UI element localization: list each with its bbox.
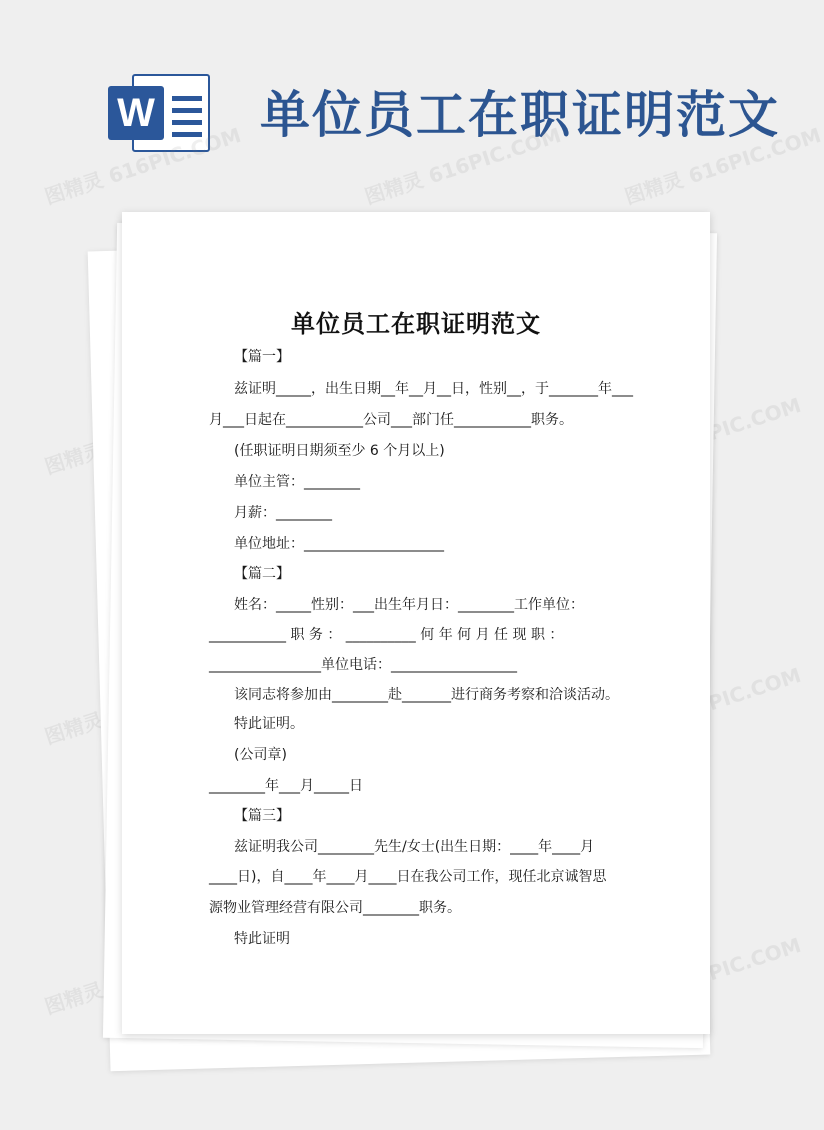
paragraph-line: 特此证明。: [234, 716, 304, 732]
watermark: 616PIC.COM: [665, 392, 804, 459]
company-seal-label: (公司章): [234, 747, 287, 763]
word-letter-tile: W: [108, 86, 164, 140]
word-line-shape: [172, 96, 202, 101]
paragraph-line: ___________ 职 务 ： __________ 何 年 何 月 任 现 职 ：: [209, 627, 564, 643]
word-line-shape: [172, 108, 202, 113]
document-title: 单位员工在职证明范文: [291, 310, 541, 338]
paragraph-line: 源物业管理经营有限公司________职务。: [209, 900, 461, 916]
header-banner: [0, 0, 800, 200]
word-line-shape: [172, 120, 202, 125]
paragraph-line: 单位主管：________: [234, 474, 360, 490]
paragraph-line: 兹证明我公司________先生/女士(出生日期：____年____月: [234, 839, 595, 855]
section-heading: 【篇三】: [234, 808, 290, 824]
document-body: [122, 212, 710, 1034]
watermark: 图精灵 616PIC.COM: [41, 122, 244, 209]
watermark: 图精灵 616PIC.COM: [361, 122, 564, 209]
paragraph-line: 特此证明: [234, 931, 290, 947]
paragraph-line: ____日)，自____年____月____日在我公司工作，现任北京诚智思: [209, 869, 607, 885]
paragraph-line: 该同志将参加由________赴_______进行商务考察和洽谈活动。: [234, 687, 619, 703]
paragraph-line: 姓名：_____性别：___出生年月日：________工作单位：: [234, 597, 584, 613]
watermark: 616PIC.COM: [665, 932, 804, 999]
document-page: [122, 212, 710, 1034]
date-line: ________年___月_____日: [209, 778, 363, 794]
section-heading: 【篇二】: [234, 566, 290, 582]
paragraph-line: 月薪：________: [234, 505, 332, 521]
paragraph-line: 月___日起在___________公司___部门任___________职务。: [209, 412, 573, 428]
paragraph-line: (任职证明日期须至少 6 个月以上): [234, 443, 445, 459]
watermark: 图精灵: [41, 707, 107, 749]
watermark: 图精灵: [41, 437, 107, 479]
word-line-shape: [172, 132, 202, 137]
page-title: 单位员工在职证明范文: [260, 86, 780, 144]
word-doc-icon: [108, 70, 214, 156]
paragraph-line: ________________单位电话：__________________: [209, 657, 517, 673]
paragraph-line: 兹证明_____，出生日期__年__月__日，性别__，于_______年___: [234, 381, 633, 397]
watermark: 616PIC.COM: [665, 662, 804, 729]
watermark: 图精灵: [41, 977, 107, 1019]
watermark: 图精灵 616PIC.COM: [621, 122, 824, 209]
section-heading: 【篇一】: [234, 349, 290, 365]
paragraph-line: 单位地址：____________________: [234, 536, 444, 552]
